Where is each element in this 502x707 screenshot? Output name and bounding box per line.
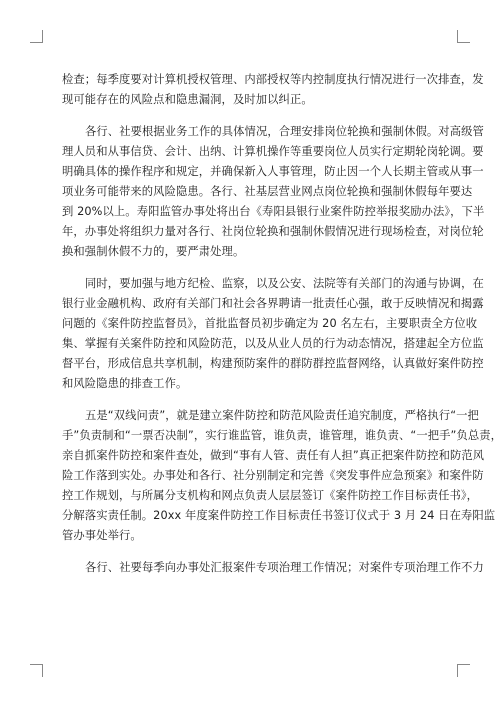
- text-line: 各行、社要根据业务工作的具体情况，合理安排岗位轮换和强制休假。对高级管: [85, 125, 484, 138]
- text-line: 问题的《案件防控监督员》，首批监督员初步确定为 20 名左右，主要职责全方位收: [62, 317, 478, 330]
- text-line: 控工作规划，与所属分支机构和网点负责人层层签订《案件防控工作目标责任书》，: [62, 489, 479, 502]
- crop-mark-bottom-right: [457, 664, 470, 677]
- text-line: 年，办事处将组织力量对各行、社岗位轮换和强制休假情况进行现场检查，对岗位轮: [62, 225, 484, 238]
- text-line: 和风险隐患的排查工作。: [62, 377, 188, 390]
- paragraph-gap: [62, 546, 442, 558]
- text-line: 同时，要加强与地方纪检、监察，以及公安、法院等有关部门的沟通与协调，在: [85, 277, 484, 290]
- crop-mark-top-right: [457, 30, 470, 43]
- paragraph-gap: [62, 110, 442, 122]
- text-line: 理人员和从事信贷、会计、出纳、计算机操作等重要岗位人员实行定期轮岗轮调。要: [62, 145, 484, 158]
- text-line: 手”负责制和“一票否决制”，实行谁监管，谁负责，谁管理，谁负责、“一把手”负总责，: [62, 429, 502, 442]
- text-line: 银行业金融机构、政府有关部门和社会各界聘请一批责任心强，敢于反映情况和揭露: [62, 297, 484, 310]
- text-line: 亲自抓案件防控和案件查处，做到“事有人管、责任有人担”真正把案件防控和防范风: [62, 449, 485, 462]
- text-line: 各行、社要每季向办事处汇报案件专项治理工作情况；对案件专项治理工作不力: [85, 561, 484, 574]
- document-body: [62, 70, 502, 578]
- text-line: 明确具体的操作程序和规定，并确保新入人事管理，防止因一个人长期主管或从事一: [62, 165, 484, 178]
- crop-mark-bottom-left: [30, 664, 43, 677]
- text-line: 换和强制休假不力的，要严肃处理。: [62, 245, 245, 258]
- text-line: 五是“双线问责”，就是建立案件防控和防范风险责任追究制度，严格执行“一把: [85, 409, 479, 422]
- text-line: 现可能存在的风险点和隐患漏洞，及时加以纠正。: [62, 93, 313, 106]
- text-line: 项业务可能带来的风险隐患。各行、社基层营业网点岗位轮换和强制休假每年要达: [62, 185, 473, 198]
- text-line: 分解落实责任制。20xx 年度案件防控工作目标责任书签订仪式于 3 月 24 日在寿阳监: [62, 509, 496, 522]
- crop-mark-top-left: [30, 30, 43, 43]
- text-line: 检查；每季度要对计算机授权管理、内部授权等内控制度执行情况进行一次排查，发: [62, 73, 484, 86]
- paragraph-gap: [62, 262, 442, 274]
- text-line: 督平台，形成信息共享机制，构建预防案件的群防群控监督网络，认真做好案件防控: [62, 357, 484, 370]
- text-line: 险工作落到实处。办事处和各行、社分别制定和完善《突发事件应急预案》和案件防: [62, 469, 484, 482]
- text-line: 集、掌握有关案件防控和风险防范，以及从业人员的行为动态情况，搭建起全方位监: [62, 337, 484, 350]
- text-line: 管办事处举行。: [62, 529, 142, 542]
- text-line: 到 20%以上。寿阳监管办事处将出台《寿阳县银行业案件防控举报奖励办法》，下半: [62, 205, 485, 218]
- paragraph-gap: [62, 394, 442, 406]
